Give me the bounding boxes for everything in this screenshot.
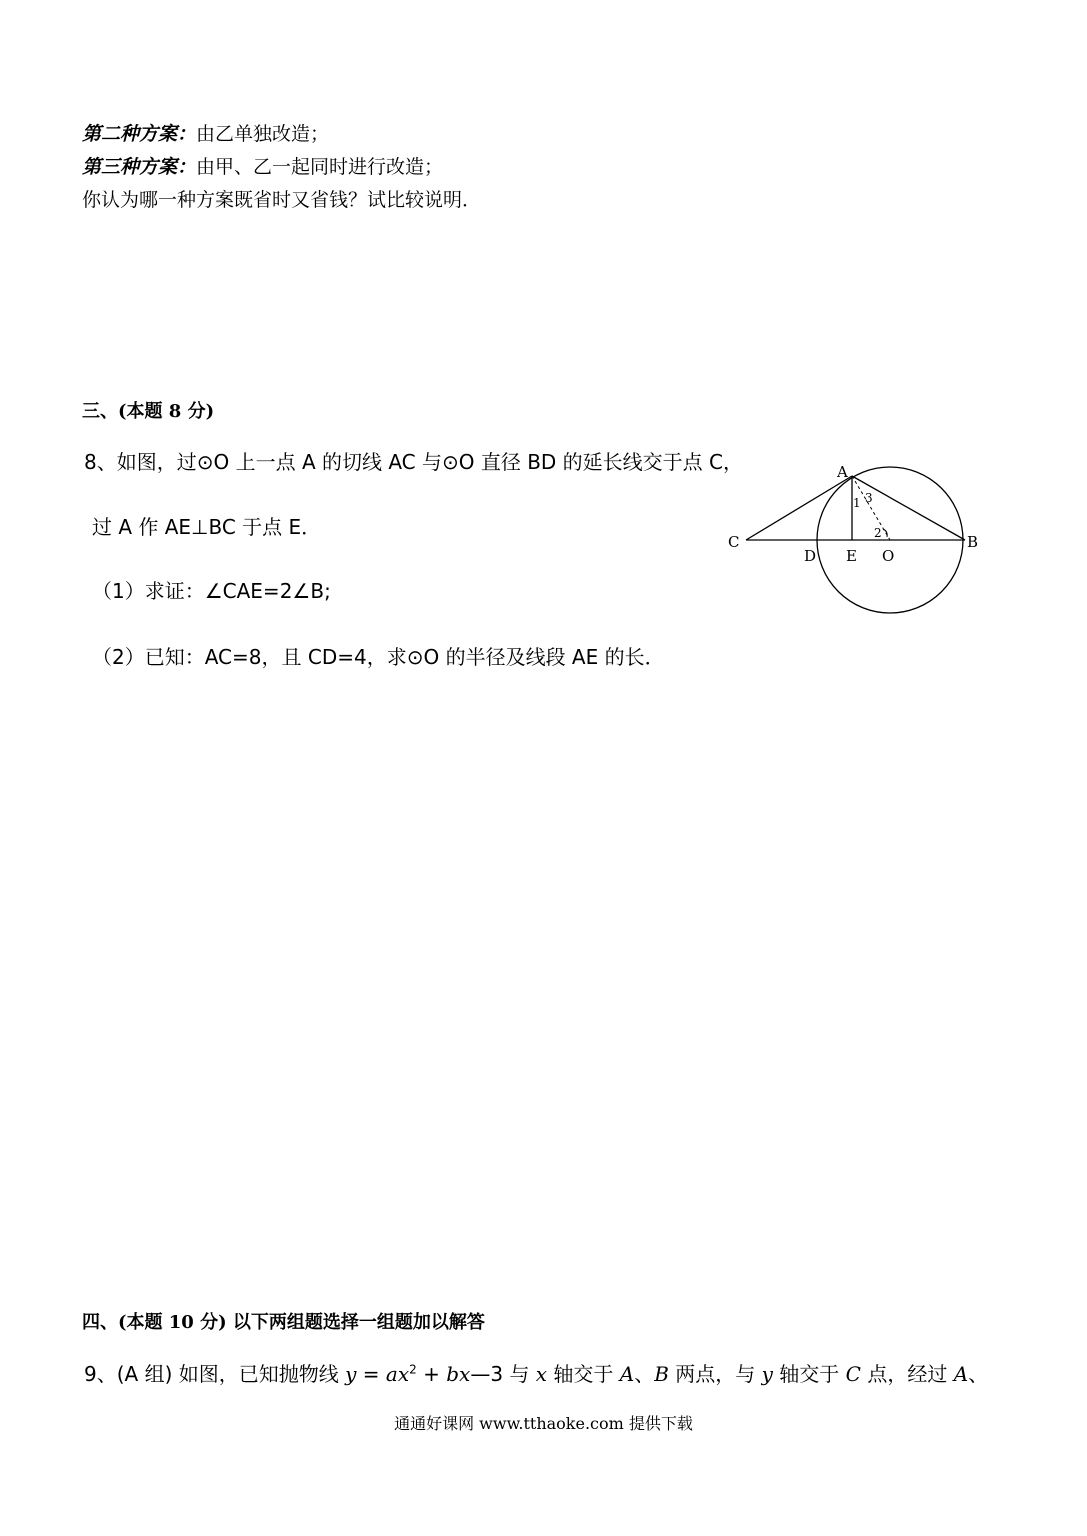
q9-rest2: 轴交于 bbox=[547, 1362, 620, 1386]
q9-eq-eq: = bbox=[356, 1362, 386, 1386]
q9-rest3: 两点，与 bbox=[668, 1362, 762, 1386]
plan3-line bbox=[82, 156, 443, 179]
q9-prefix: 9、(A 组) 如图，已知抛物线 bbox=[84, 1362, 346, 1386]
q8-part2: （2）已知：AC=8，且 CD=4，求⊙O 的半径及线段 AE 的长． bbox=[92, 645, 665, 669]
q9-eq-end: —3 bbox=[470, 1362, 504, 1386]
q9-line bbox=[84, 1362, 988, 1386]
label-angle-2: 2 bbox=[874, 526, 882, 540]
label-o: O bbox=[882, 547, 895, 565]
plan2-text: 由乙单独改造； bbox=[196, 123, 330, 145]
label-d: D bbox=[804, 547, 817, 565]
q9-eq-y: y bbox=[345, 1362, 357, 1386]
q9-y: y bbox=[761, 1362, 773, 1386]
q9-a: A bbox=[619, 1362, 635, 1386]
segment-ac bbox=[746, 476, 852, 540]
segment-ab bbox=[852, 476, 965, 540]
q9-rest1: 与 bbox=[503, 1362, 536, 1386]
q8-line1: 8、如图，过⊙O 上一点 A 的切线 AC 与⊙O 直径 BD 的延长线交于点 C， bbox=[84, 450, 744, 474]
q8-part1: （1）求证：∠CAE=2∠B; bbox=[92, 579, 331, 603]
plan3-label: 第三种方案： bbox=[82, 156, 197, 178]
label-a: A bbox=[837, 463, 848, 481]
q9-rest4: 轴交于 bbox=[772, 1362, 846, 1386]
page-footer: 通通好课网 www.tthaoke.com 提供下载 bbox=[394, 1414, 693, 1433]
label-b: B bbox=[967, 533, 979, 551]
q9-rest5: 点，经过 bbox=[860, 1362, 954, 1386]
q9-b: B bbox=[654, 1362, 669, 1386]
plan-question: 你认为哪一种方案既省时又省钱？试比较说明． bbox=[82, 189, 482, 211]
plan2-label: 第二种方案： bbox=[82, 123, 197, 145]
q9-eq-sq: 2 bbox=[409, 1362, 417, 1377]
q9-eq-ax: ax bbox=[385, 1362, 410, 1386]
q9-eq-plus: + bbox=[416, 1362, 447, 1386]
label-angle-3: 3 bbox=[865, 491, 873, 505]
q9-c: C bbox=[845, 1362, 861, 1386]
label-c: C bbox=[728, 533, 740, 551]
q9-sep: 、 bbox=[634, 1362, 655, 1386]
q8-line2: 过 A 作 AE⊥BC 于点 E． bbox=[92, 515, 322, 539]
label-e: E bbox=[846, 547, 857, 565]
q9-x: x bbox=[535, 1362, 548, 1386]
q9-a2: A bbox=[953, 1362, 969, 1386]
circle-tangent-figure bbox=[720, 455, 1020, 630]
q9-eq-bx: bx bbox=[446, 1362, 471, 1386]
section3-heading: 三、(本题 8 分) bbox=[82, 401, 215, 422]
plan3-text: 由甲、乙一起同时进行改造； bbox=[196, 156, 444, 178]
section4-heading: 四、(本题 10 分) 以下两组题选择一组题加以解答 bbox=[82, 1312, 485, 1333]
plan2-line bbox=[82, 123, 329, 146]
label-angle-1: 1 bbox=[853, 496, 861, 510]
q9-end: 、 bbox=[968, 1362, 989, 1386]
